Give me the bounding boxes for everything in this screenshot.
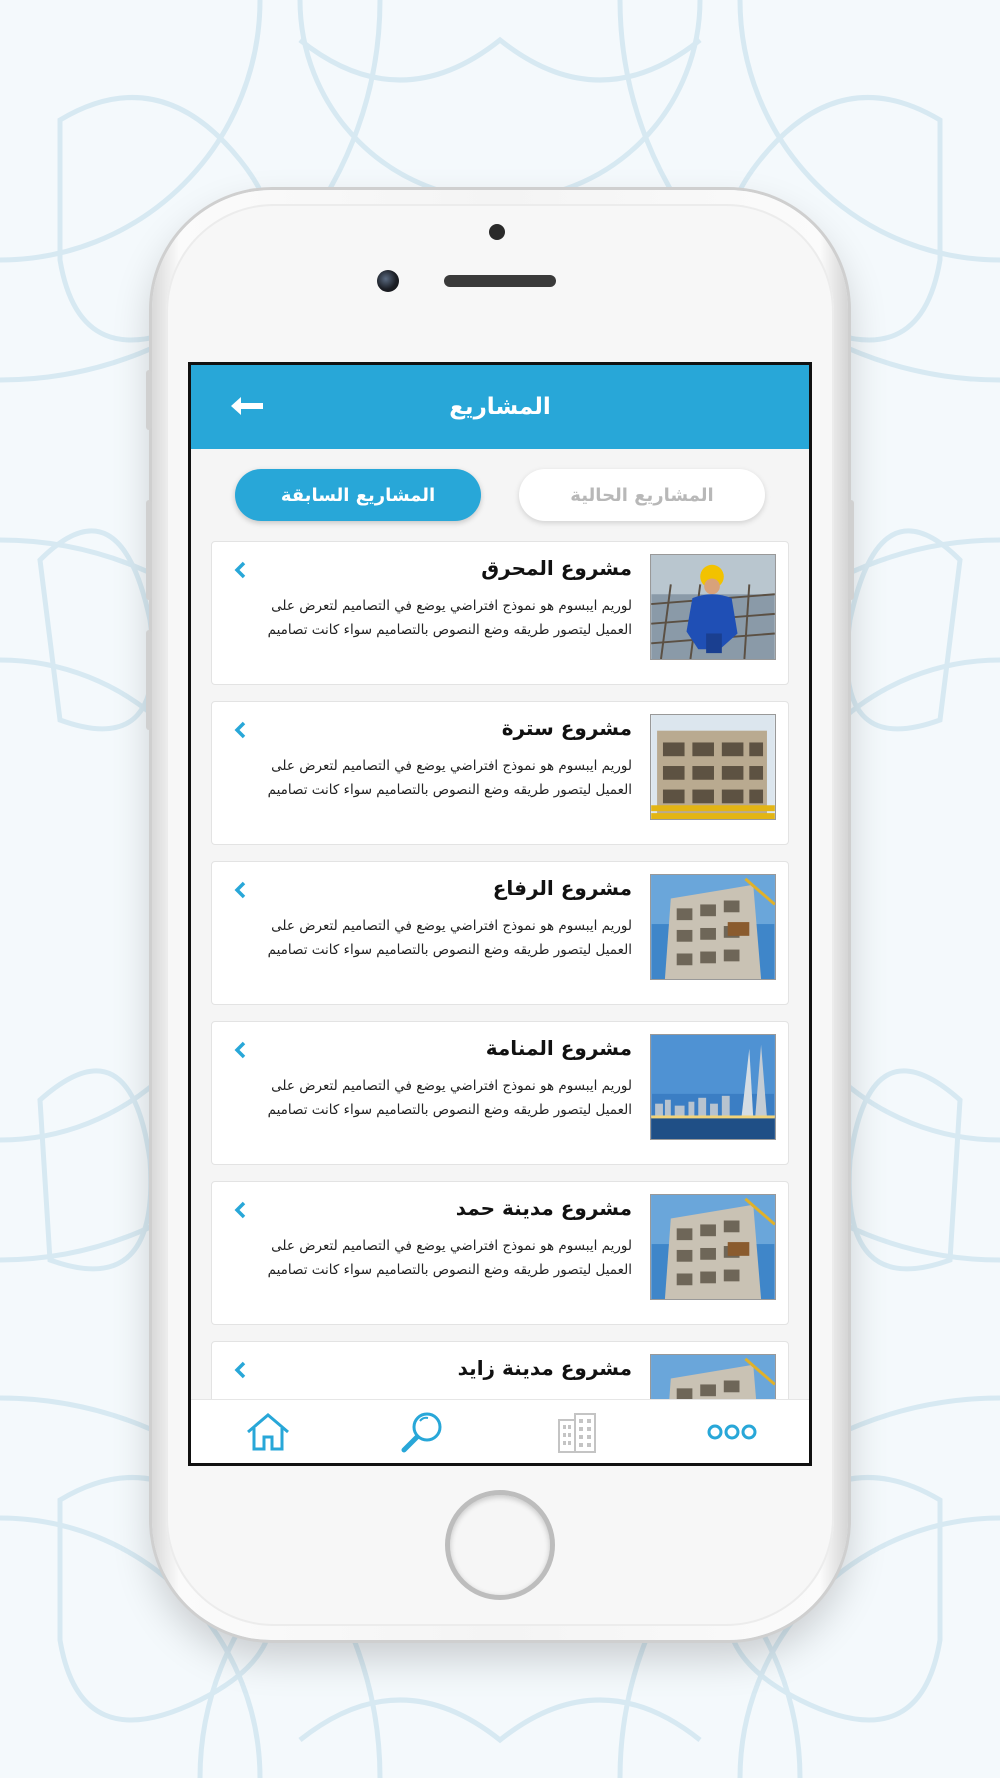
- chevron-left-icon[interactable]: [232, 1040, 248, 1060]
- page-title: المشاريع: [449, 394, 551, 420]
- search-icon: [399, 1410, 447, 1454]
- project-card[interactable]: [211, 1021, 789, 1165]
- building-crane-image: [651, 1195, 775, 1299]
- chevron-left-icon[interactable]: [232, 1200, 248, 1220]
- project-title: مشروع مدينة حمد: [455, 1196, 632, 1220]
- earpiece-speaker: [444, 275, 556, 287]
- project-card[interactable]: [211, 861, 789, 1005]
- chevron-left-icon[interactable]: [232, 560, 248, 580]
- project-description: لوريم ايبسوم هو نموذج افتراضي يوضع في التصاميم لتعرض على العميل ليتصور طريقه وضع النصوص بالتصاميم سواء كانت تصاميم: [267, 1238, 632, 1278]
- tab-previous-projects[interactable]: المشاريع السابقة: [235, 469, 481, 521]
- tabbar-home[interactable]: [191, 1412, 346, 1452]
- project-description: لوريم ايبسوم هو نموذج افتراضي يوضع في التصاميم لتعرض على العميل ليتصور طريقه وضع النصوص بالتصاميم سواء كانت تصاميم: [267, 1078, 632, 1118]
- app-screen: [188, 362, 812, 1466]
- project-card[interactable]: [211, 701, 789, 845]
- front-camera: [377, 270, 399, 292]
- mute-switch: [146, 370, 152, 430]
- project-card[interactable]: [211, 541, 789, 685]
- project-thumbnail: [650, 1194, 776, 1300]
- project-card[interactable]: [211, 1181, 789, 1325]
- project-description: لوريم ايبسوم هو نموذج افتراضي يوضع في التصاميم لتعرض على العميل ليتصور طريقه وضع النصوص بالتصاميم سواء كانت تصاميم: [267, 918, 632, 958]
- construction-worker-image: [651, 555, 775, 659]
- project-thumbnail: [650, 714, 776, 820]
- project-title: مشروع المحرق: [481, 556, 632, 580]
- project-tabs: [191, 449, 809, 521]
- power-button: [848, 500, 854, 600]
- project-list: [211, 541, 789, 1466]
- tabbar-more[interactable]: [655, 1422, 810, 1442]
- project-title: مشروع مدينة زايد: [457, 1356, 632, 1380]
- arrow-left-icon[interactable]: [227, 391, 267, 421]
- building-crane-image: [651, 875, 775, 979]
- tabbar-search[interactable]: [346, 1410, 501, 1454]
- home-button[interactable]: [445, 1490, 555, 1600]
- volume-up-button: [146, 500, 152, 600]
- project-thumbnail: [650, 1034, 776, 1140]
- chevron-left-icon[interactable]: [232, 880, 248, 900]
- project-description: لوريم ايبسوم هو نموذج افتراضي يوضع في التصاميم لتعرض على العميل ليتصور طريقه وضع النصوص بالتصاميم سواء كانت تصاميم: [267, 758, 632, 798]
- building-icon: [553, 1410, 601, 1454]
- project-title: مشروع سترة: [501, 716, 632, 740]
- building-frame-image: [651, 715, 775, 819]
- project-description: لوريم ايبسوم هو نموذج افتراضي يوضع في التصاميم لتعرض على العميل ليتصور طريقه وضع النصوص بالتصاميم سواء كانت تصاميم: [267, 598, 632, 638]
- front-sensor: [489, 224, 505, 240]
- city-skyline-image: [651, 1035, 775, 1139]
- more-icon: [706, 1422, 758, 1442]
- bottom-tab-bar: [191, 1399, 809, 1463]
- app-header: [191, 365, 809, 449]
- chevron-left-icon[interactable]: [232, 720, 248, 740]
- home-icon: [244, 1412, 292, 1452]
- project-title: مشروع الرفاع: [492, 876, 632, 900]
- volume-down-button: [146, 630, 152, 730]
- tab-current-projects[interactable]: المشاريع الحالية: [519, 469, 765, 521]
- project-thumbnail: [650, 554, 776, 660]
- project-thumbnail: [650, 874, 776, 980]
- tabbar-projects[interactable]: [500, 1410, 655, 1454]
- chevron-left-icon[interactable]: [232, 1360, 248, 1380]
- project-title: مشروع المنامة: [485, 1036, 632, 1060]
